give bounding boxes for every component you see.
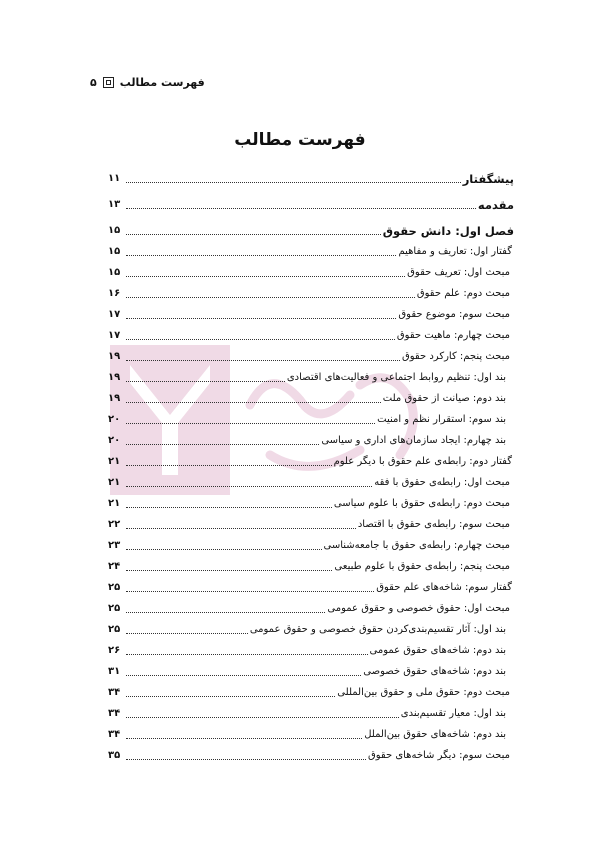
toc-entry xyxy=(108,721,514,742)
dot-leader xyxy=(126,549,322,550)
toc-entry-page: ۲۰ xyxy=(108,414,121,425)
toc-entry xyxy=(108,742,514,763)
toc-entry xyxy=(108,406,514,427)
dot-leader xyxy=(126,182,461,183)
toc-entry-title: گفتار سوم: شاخه‌های علم حقوق xyxy=(376,582,512,593)
toc-entry-title: مبحث دوم: رابطه‌ی حقوق با علوم سیاسی xyxy=(333,498,510,509)
dot-leader xyxy=(126,654,368,655)
dot-leader xyxy=(126,591,374,592)
toc-entry-page: ۳۱ xyxy=(108,666,121,677)
toc-entry xyxy=(108,448,514,469)
toc-entry xyxy=(108,616,514,637)
toc-entry-page: ۱۳ xyxy=(108,199,121,210)
toc-entry-title: مبحث دوم: حقوق ملی و حقوق بین‌المللی xyxy=(337,687,510,698)
toc-entry-page: ۳۴ xyxy=(108,708,121,719)
toc-entry xyxy=(108,490,514,511)
toc-entry xyxy=(108,385,514,406)
toc-entry-page: ۲۰ xyxy=(108,435,121,446)
toc-entry-page: ۲۳ xyxy=(108,540,121,551)
dot-leader xyxy=(126,507,332,508)
toc-entry-title: بند اول: معیار تقسیم‌بندی xyxy=(400,708,506,719)
toc-entry xyxy=(108,186,514,212)
dot-leader xyxy=(126,570,332,571)
toc-entry-page: ۱۹ xyxy=(108,351,121,362)
book-square-icon xyxy=(103,77,114,88)
toc-entry-title: بند سوم: استقرار نظم و امنیت xyxy=(377,414,506,425)
toc-entry-page: ۲۵ xyxy=(108,603,121,614)
toc-entry-title: بند اول: تنظیم روابط اجتماعی و فعالیت‌های اقتصادی xyxy=(286,372,506,383)
toc-entry-page: ۱۹ xyxy=(108,393,121,404)
toc-entry xyxy=(108,700,514,721)
toc-entry-title: بند دوم: شاخه‌های حقوق عمومی xyxy=(369,645,506,656)
toc-entry-page: ۱۶ xyxy=(108,288,121,299)
dot-leader xyxy=(126,444,319,445)
toc-entry xyxy=(108,364,514,385)
toc-entry-page: ۱۹ xyxy=(108,372,121,383)
toc-entry-page: ۱۷ xyxy=(108,309,121,320)
toc-entry xyxy=(108,553,514,574)
dot-leader xyxy=(126,297,415,298)
toc-entry-title: مبحث چهارم: رابطه‌ی حقوق با جامعه‌شناسی xyxy=(323,540,510,551)
toc-entry-title: فصل اول: دانش حقوق xyxy=(382,224,514,238)
toc-entry xyxy=(108,532,514,553)
toc-entry-title: بند دوم: شاخه‌های حقوق خصوصی xyxy=(363,666,506,677)
running-header xyxy=(90,76,205,89)
dot-leader xyxy=(126,675,361,676)
toc-entry xyxy=(108,343,514,364)
dot-leader xyxy=(126,612,325,613)
toc-entry xyxy=(108,259,514,280)
toc-entry-page: ۲۱ xyxy=(108,498,121,509)
dot-leader xyxy=(126,633,248,634)
toc-entry-title: گفتار اول: تعاریف و مفاهیم xyxy=(398,246,512,257)
toc-entry xyxy=(108,511,514,532)
toc-entry-page: ۳۵ xyxy=(108,750,121,761)
dot-leader xyxy=(126,381,285,382)
running-header-title: فهرست مطالب xyxy=(119,76,205,89)
toc-entry xyxy=(108,427,514,448)
dot-leader xyxy=(126,486,372,487)
toc-entry-page: ۳۴ xyxy=(108,729,121,740)
dot-leader xyxy=(126,738,362,739)
dot-leader xyxy=(126,318,396,319)
toc-entry-page: ۲۴ xyxy=(108,561,121,572)
toc-entry-title: مبحث اول: حقوق خصوصی و حقوق عمومی xyxy=(327,603,510,614)
running-header-page-number: ۵ xyxy=(90,76,97,89)
dot-leader xyxy=(126,339,395,340)
dot-leader xyxy=(126,759,366,760)
toc-entry xyxy=(108,595,514,616)
toc-entry-page: ۲۵ xyxy=(108,624,121,635)
toc-entry-title: مبحث سوم: دیگر شاخه‌های حقوق xyxy=(367,750,510,761)
toc-entry xyxy=(108,679,514,700)
toc-entry xyxy=(108,280,514,301)
toc-entry-page: ۱۱ xyxy=(108,173,121,184)
toc-entry xyxy=(108,301,514,322)
toc-entry-page: ۲۶ xyxy=(108,645,121,656)
toc-entry xyxy=(108,574,514,595)
toc-entry-title: مقدمه xyxy=(477,198,514,212)
toc-entry-page: ۱۵ xyxy=(108,246,121,257)
toc-entry-page: ۲۱ xyxy=(108,456,121,467)
dot-leader xyxy=(126,255,396,256)
dot-leader xyxy=(126,717,399,718)
dot-leader xyxy=(126,234,381,235)
toc-entry-title: بند دوم: صیانت از حقوق ملت xyxy=(382,393,506,404)
dot-leader xyxy=(126,402,381,403)
toc-entry-page: ۲۲ xyxy=(108,519,121,530)
dot-leader xyxy=(126,423,375,424)
toc-entry-page: ۳۴ xyxy=(108,687,121,698)
toc-entry xyxy=(108,637,514,658)
toc-entry-title: مبحث اول: تعریف حقوق xyxy=(407,267,510,278)
toc-entry-page: ۱۵ xyxy=(108,225,121,236)
toc-entry-title: پیشگفتار xyxy=(462,172,514,186)
toc-entry-page: ۱۵ xyxy=(108,267,121,278)
table-of-contents xyxy=(108,166,514,763)
toc-entry-title: مبحث اول: رابطه‌ی حقوق با فقه xyxy=(374,477,510,488)
dot-leader xyxy=(126,208,476,209)
toc-entry-title: بند دوم: شاخه‌های حقوق بین‌الملل xyxy=(364,729,506,740)
toc-entry-title: مبحث سوم: رابطه‌ی حقوق با اقتصاد xyxy=(357,519,510,530)
toc-entry-title: گفتار دوم: رابطه‌ی علم حقوق با دیگر علوم xyxy=(333,456,512,467)
toc-entry xyxy=(108,212,514,238)
toc-entry xyxy=(108,238,514,259)
toc-entry-title: بند اول: آثار تقسیم‌بندی‌کردن حقوق خصوصی و حقوق عمومی xyxy=(249,624,506,635)
toc-entry-page: ۲۱ xyxy=(108,477,121,488)
toc-entry-title: مبحث سوم: موضوع حقوق xyxy=(398,309,510,320)
dot-leader xyxy=(126,276,405,277)
toc-entry-page: ۱۷ xyxy=(108,330,121,341)
dot-leader xyxy=(126,465,332,466)
page-title: فهرست مطالب xyxy=(234,130,366,150)
toc-entry-title: مبحث پنجم: رابطه‌ی حقوق با علوم طبیعی xyxy=(334,561,510,572)
toc-entry-title: بند چهارم: ایجاد سازمان‌های اداری و سیاسی xyxy=(321,435,506,446)
toc-entry xyxy=(108,322,514,343)
toc-entry-page: ۲۵ xyxy=(108,582,121,593)
toc-entry-title: مبحث چهارم: ماهیت حقوق xyxy=(396,330,510,341)
toc-entry-title: مبحث پنجم: کارکرد حقوق xyxy=(402,351,510,362)
dot-leader xyxy=(126,360,400,361)
toc-entry xyxy=(108,658,514,679)
dot-leader xyxy=(126,696,335,697)
toc-entry xyxy=(108,166,514,186)
toc-entry xyxy=(108,469,514,490)
toc-entry-title: مبحث دوم: علم حقوق xyxy=(416,288,510,299)
dot-leader xyxy=(126,528,356,529)
